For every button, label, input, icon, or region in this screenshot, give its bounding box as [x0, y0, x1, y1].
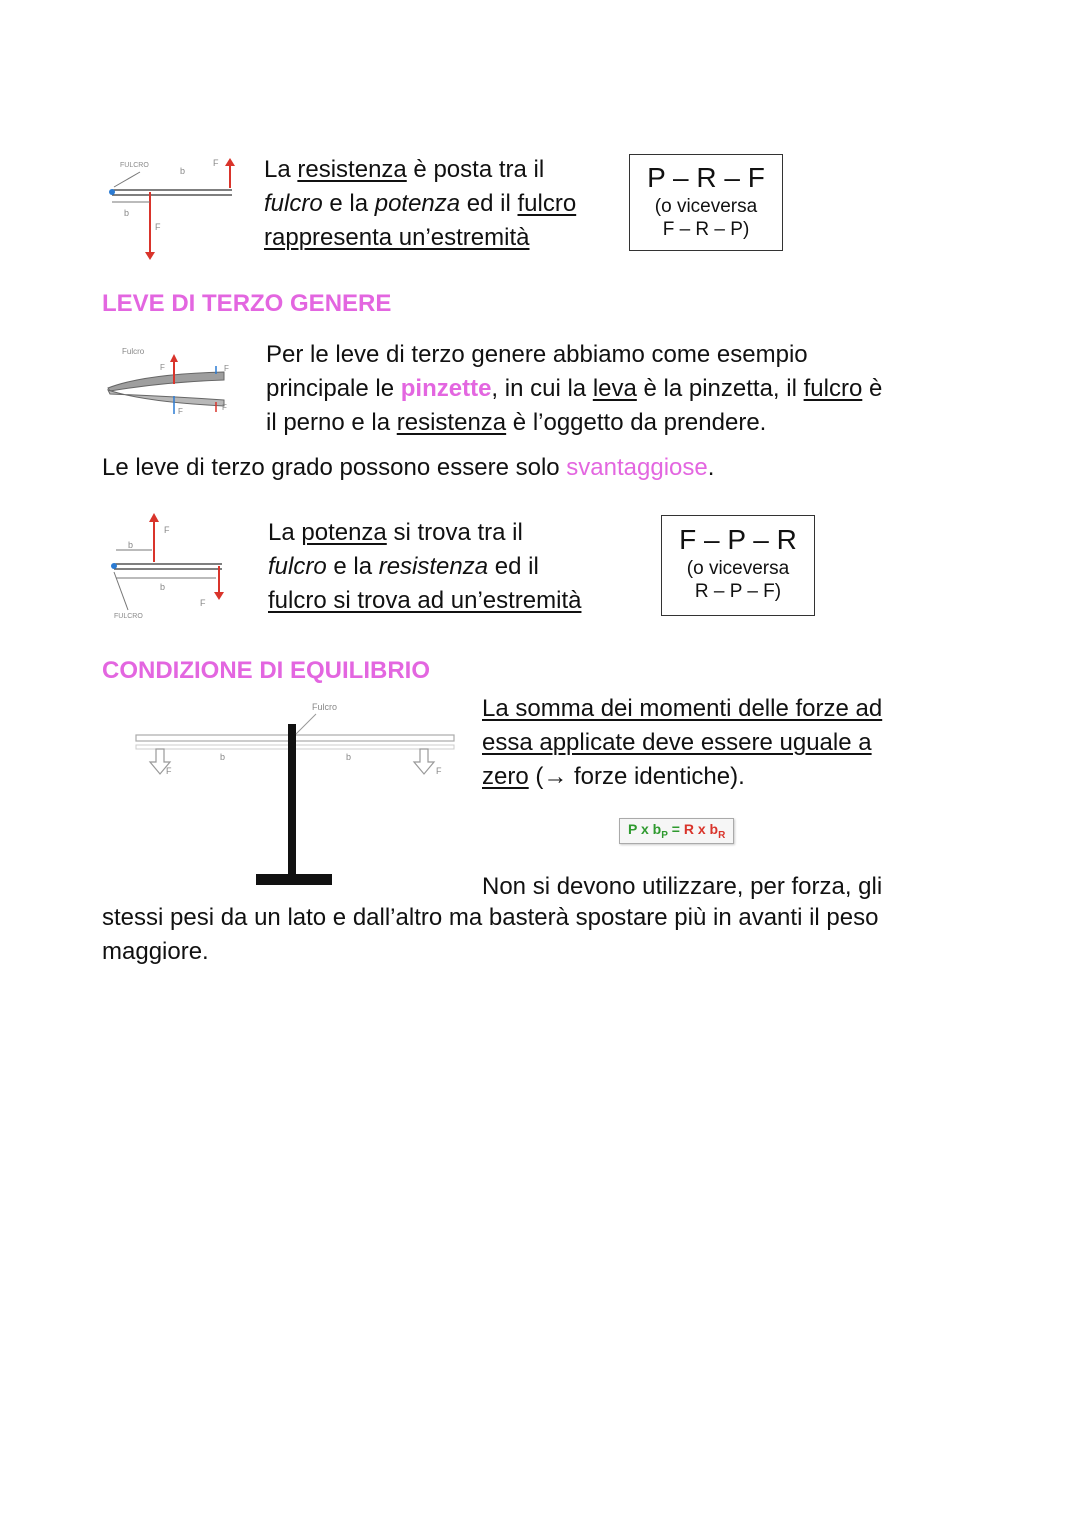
second-kind-lever-diagram: [100, 150, 240, 265]
term-potenza: potenza: [301, 519, 387, 546]
fulcro-label: Fulcro: [312, 702, 338, 712]
third-kind-lever-diagram: [104, 506, 234, 622]
fm-label: F: [164, 525, 170, 535]
fm-label: F: [160, 363, 165, 372]
balance-post: [288, 724, 296, 876]
fulcro-label: FULCRO: [114, 613, 143, 620]
order-line1: (o viceversa: [686, 558, 790, 579]
tweezers-example: Per le leve di terzo genere abbiamo come esempio principale le pinzette, in cui la leva è la pinzetta, il fulcro è il perno e la resistenza è l’oggetto da prendere.: [266, 341, 883, 436]
third-kind-order-box: [661, 515, 815, 616]
balance-diagram: [120, 694, 465, 890]
term-svantaggiose: svantaggiose: [566, 454, 708, 481]
fl-label: F: [224, 364, 229, 373]
second-kind-order-box: [629, 154, 783, 251]
fr-label: F: [222, 403, 227, 412]
order-main: F – P – R: [679, 524, 797, 555]
third-kind-heading: LEVE DI TERZO GENERE: [102, 290, 392, 317]
b2-label: b: [346, 752, 352, 762]
equilibrium-heading: CONDIZIONE DI EQUILIBRIO: [102, 657, 431, 684]
term-zero: zero: [482, 763, 529, 790]
weight-arrow-right: [414, 749, 434, 774]
fp-label: F: [178, 407, 183, 416]
grade-note: Le leve di terzo grado possono essere solo svantaggiose.: [102, 454, 715, 481]
fulcrum-point: [109, 189, 115, 195]
br-label: b: [160, 582, 166, 592]
fulcrum-point: [111, 563, 117, 569]
fp-label: F: [213, 158, 219, 168]
balance-base: [256, 874, 332, 885]
bp-label: b: [124, 208, 130, 218]
note-continued: stessi pesi da un lato e dall’altro ma basterà spostare più in avanti il peso maggiore.: [102, 904, 879, 965]
bm-label: b: [128, 540, 134, 550]
equilibrium-formula: P x $b_P = R$ x $b_R$: [619, 818, 734, 844]
order-line2: R – P – F): [694, 581, 782, 602]
tweezers-diagram: [104, 344, 239, 420]
term-resistenza: resistenza: [297, 156, 407, 183]
term-pinzette: pinzette: [400, 375, 492, 402]
order-line2: F – R – P): [662, 219, 750, 240]
fr-label: F: [155, 222, 161, 232]
br-label: b: [180, 166, 186, 176]
fulcro-label: FULCRO: [120, 162, 149, 169]
b1-label: b: [220, 752, 226, 762]
fulcro-label: Fulcro: [122, 347, 145, 356]
second-kind-description: La resistenza è posta tra il fulcro e la potenza ed il fulcro rappresenta un’estremità: [264, 156, 577, 251]
note-line1: Non si devono utilizzare, per forza, gli: [482, 873, 883, 900]
equilibrium-statement: La somma dei momenti delle forze ad essa applicate deve essere uguale a zero (→ forze identiche).: [482, 695, 883, 790]
order-line1: (o viceversa: [654, 196, 758, 217]
third-kind-description: La potenza si trova tra il fulcro e la resistenza ed il fulcro si trova ad un’estremità: [268, 519, 582, 614]
f2-label: F: [436, 766, 442, 776]
f1-label: F: [166, 766, 172, 776]
fr-label: F: [200, 598, 206, 608]
order-main: P – R – F: [647, 162, 765, 193]
